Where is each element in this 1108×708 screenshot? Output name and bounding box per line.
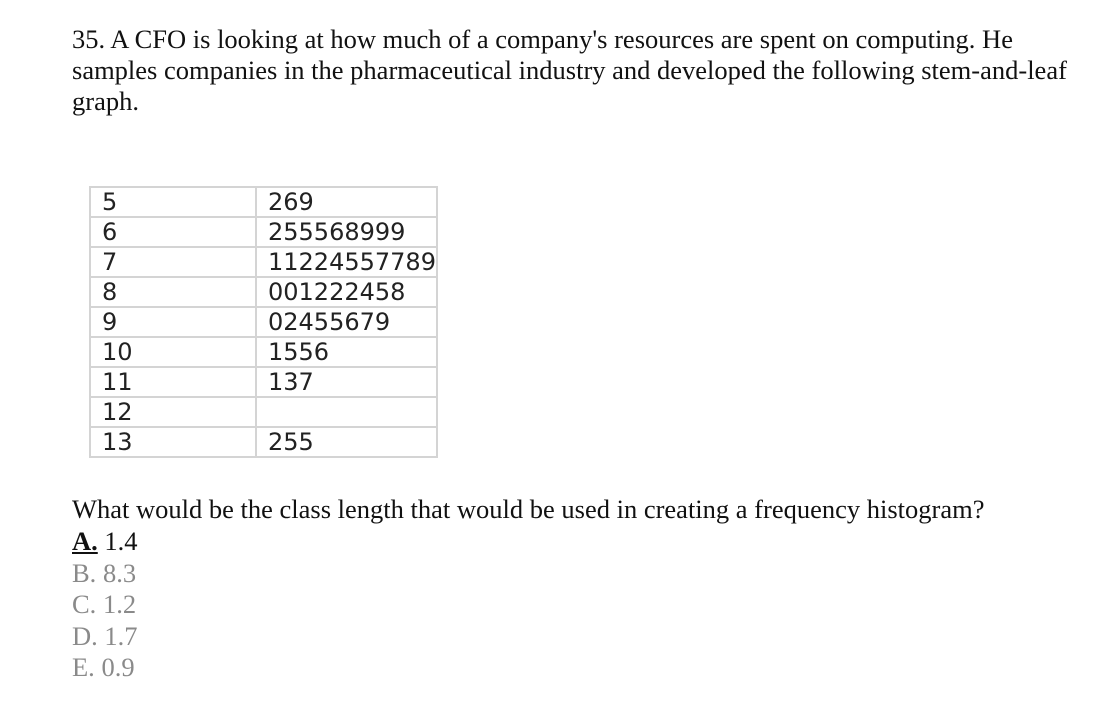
leaf-cell: 269 [256, 187, 437, 217]
stem-and-leaf-table [89, 186, 438, 458]
table-row [90, 307, 437, 337]
table-row [90, 397, 437, 427]
choice-d[interactable] [72, 621, 138, 653]
stem-cell: 11 [90, 367, 256, 397]
choice-letter: A. [72, 526, 98, 556]
leaf-cell: 02455679 [256, 307, 437, 337]
choice-e[interactable] [72, 652, 138, 684]
choice-value: 1.7 [104, 620, 138, 651]
leaf-cell: 137 [256, 367, 437, 397]
choice-letter: E. [72, 652, 95, 682]
choice-letter: C. [72, 589, 97, 619]
question-text: 35. A CFO is looking at how much of a company's resources are spent on computing. He samples companies in the pharmaceutical industry and developed the following stem-and-leaf graph. [72, 24, 1067, 116]
table-row [90, 247, 437, 277]
table-row [90, 217, 437, 247]
choice-value: 8.3 [102, 557, 137, 588]
choice-letter: B. [72, 557, 97, 588]
question-prompt: What would be the class length that would be used in creating a frequency histogram? [72, 494, 985, 524]
choice-value: 0.9 [101, 652, 135, 682]
stem-cell: 5 [90, 187, 256, 217]
choice-a[interactable] [72, 526, 138, 558]
leaf-cell: 1556 [256, 337, 437, 367]
choice-value: 1.4 [104, 526, 138, 556]
table-row [90, 427, 437, 457]
stem-cell: 9 [90, 307, 256, 337]
leaf-cell: 001222458 [256, 277, 437, 307]
stem-cell: 13 [90, 427, 256, 457]
choice-value: 1.2 [102, 589, 137, 619]
stem-cell: 8 [90, 277, 256, 307]
leaf-cell: 255 [256, 427, 437, 457]
table-row [90, 337, 437, 367]
table-row [90, 277, 437, 307]
leaf-cell [256, 397, 437, 427]
stem-cell: 6 [90, 217, 256, 247]
table-row [90, 367, 437, 397]
table-row [90, 187, 437, 217]
leaf-cell: 255568999 [256, 217, 437, 247]
stem-cell: 12 [90, 397, 256, 427]
choice-letter: D. [72, 620, 98, 651]
choice-c[interactable] [72, 589, 138, 621]
stem-cell: 10 [90, 337, 256, 367]
answer-choices [72, 526, 138, 684]
stem-cell: 7 [90, 247, 256, 277]
choice-b[interactable] [72, 558, 138, 590]
leaf-cell: 11224557789 [256, 247, 437, 277]
